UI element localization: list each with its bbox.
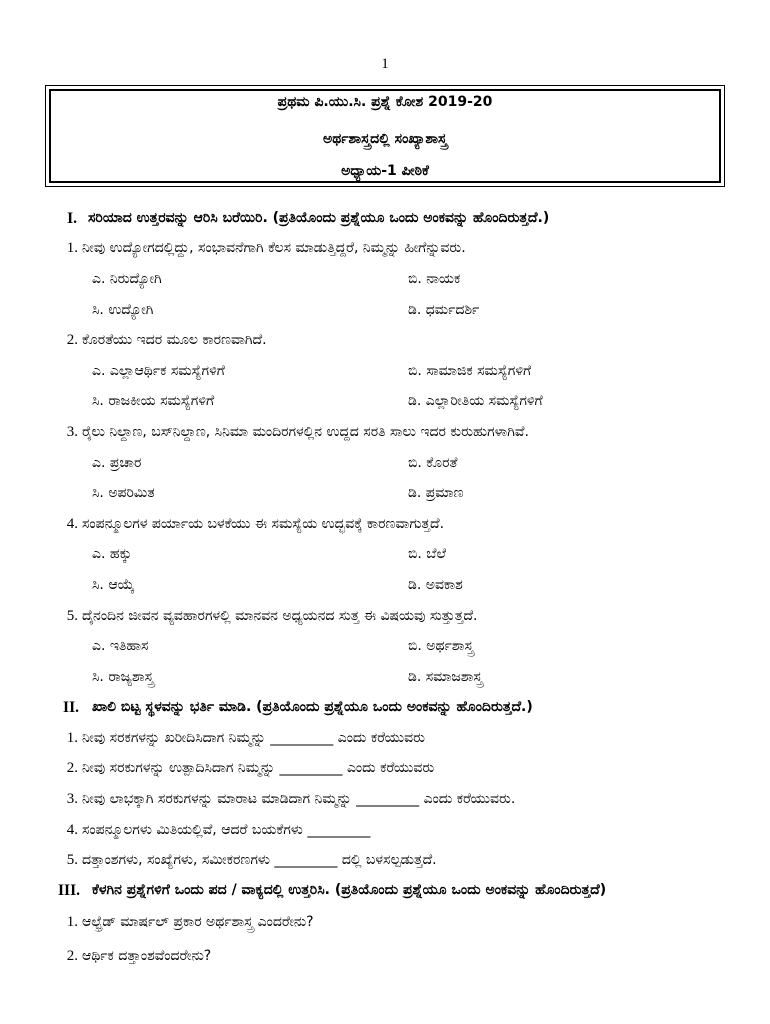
short-answer-1	[0, 907, 770, 938]
question-number: 4.	[66, 821, 78, 838]
question-text: ಆರ್ಥಿಕ ದತ್ತಾಂಶವೆಂದರೇನು?	[82, 948, 212, 965]
option-c: ಸಿ. ರಾಜ್ಯಶಾಸ್ತ್ರ	[92, 668, 154, 685]
options-row	[0, 540, 770, 571]
option-d: ಡಿ. ಅವಕಾಶ	[408, 576, 463, 593]
question-text: ನೀವು ಲಾಭಕ್ಕಾಗಿ ಸರಕುಗಳನ್ನು ಮಾರಾಟ ಮಾಡಿದಾಗ ನಿಮ್ಮನ್ನು _________ ಎಂದು ಕರೆಯುವರು.	[82, 791, 516, 808]
title-box-inner-border	[49, 89, 721, 183]
options-row	[0, 662, 770, 693]
question-number: 2.	[66, 332, 78, 349]
page-number: 1	[381, 56, 389, 72]
option-a: ಎ. ನಿರುದ್ಯೋಗಿ	[92, 270, 162, 287]
section-heading-1	[0, 203, 770, 234]
options-row	[0, 631, 770, 662]
question-4	[0, 509, 770, 540]
question-number: 4.	[66, 515, 78, 532]
question-3	[0, 417, 770, 448]
question-number: 5.	[66, 852, 78, 869]
option-b: ಬಿ. ಸಾಮಾಜಿಕ ಸಮಸ್ಯೆಗಳಿಗೆ	[408, 362, 532, 379]
option-d: ಡಿ. ಎಲ್ಲಾರೀತಿಯ ಸಮಸ್ಯೆಗಳಿಗೆ	[408, 393, 543, 410]
fill-blank-4	[0, 815, 770, 846]
section-numeral: I.	[67, 209, 77, 227]
options-row	[0, 448, 770, 479]
fill-blank-2	[0, 754, 770, 785]
question-number: 5.	[66, 607, 78, 624]
section-title: ಕೆಳಗಿನ ಪ್ರಶ್ನೆಗಳಿಗೆ ಒಂದು ಪದ / ವಾಕ್ಯದಲ್ಲಿ ಉತ್ತರಿಸಿ. (ಪ್ರತಿಯೊಂದು ಪ್ರಶ್ನೆಯೂ ಒಂದು ಅಂಕವನ್ನು ಹೊಂದಿರುತ್ತದೆ)	[92, 882, 607, 899]
fill-blank-5	[0, 845, 770, 876]
section-heading-3	[0, 880, 770, 901]
title-box	[45, 85, 725, 187]
fill-blank-1	[0, 723, 770, 754]
title-line-chapter: ಅಧ್ಯಾಯ-1 ಪೀಠಿಕೆ	[341, 163, 429, 179]
option-a: ಎ. ಇತಿಹಾಸ	[92, 638, 149, 655]
section-numeral: II.	[63, 699, 79, 717]
option-d: ಡಿ. ಸಮಾಜಶಾಸ್ತ್ರ	[408, 668, 483, 685]
option-d: ಡಿ. ಧರ್ಮದರ್ಶಿ	[408, 301, 480, 318]
question-1	[0, 234, 770, 265]
section-heading-2	[0, 693, 770, 724]
short-answer-2	[0, 942, 770, 973]
question-text: ಆಲ್ಫ್ರೆಡ್ ಮಾರ್ಷಲ್ ಪ್ರಕಾರ ಅರ್ಥಶಾಸ್ತ್ರ ಎಂದರೇನು?	[82, 913, 314, 930]
question-text: ಸಂಪನ್ಮೂಲಗಳು ಮಿತಿಯಲ್ಲಿವೆ, ಆದರೆ ಬಯಕೆಗಳು _________	[82, 821, 371, 838]
section-numeral: III.	[58, 882, 80, 900]
options-row	[0, 356, 770, 387]
section-title: ಸರಿಯಾದ ಉತ್ತರವನ್ನು ಆರಿಸಿ ಬರೆಯಿರಿ. (ಪ್ರತಿಯೊಂದು ಪ್ರಶ್ನೆಯೂ ಒಂದು ಅಂಕವನ್ನು ಹೊಂದಿರುತ್ತದೆ.)	[88, 209, 550, 226]
question-5	[0, 601, 770, 632]
question-text: ಸಂಪನ್ಮೂಲಗಳ ಪರ್ಯಾಯ ಬಳಕೆಯು ಈ ಸಮಸ್ಯೆಯ ಉದ್ಭವಕ್ಕೆ ಕಾರಣವಾಗುತ್ತದೆ.	[82, 515, 445, 532]
fill-blank-3	[0, 784, 770, 815]
question-2	[0, 325, 770, 356]
question-text: ಕೊರತೆಯು ಇದರ ಮೂಲ ಕಾರಣವಾಗಿದೆ.	[82, 332, 267, 349]
option-a: ಎ. ಹಕ್ಕು	[92, 546, 132, 563]
options-row	[0, 478, 770, 509]
question-number: 2.	[66, 760, 78, 777]
question-number: 1.	[66, 913, 78, 930]
question-text: ನೀವು ಸರಕುಗಳನ್ನು ಉತ್ಪಾದಿಸಿದಾಗ ನಿಮ್ಮನ್ನು _________ ಎಂದು ಕರೆಯುವರು	[82, 760, 435, 777]
option-a: ಎ. ಪ್ರಚಾರ	[92, 454, 142, 471]
option-b: ಬಿ. ನಾಯಕ	[408, 270, 461, 287]
option-d: ಡಿ. ಪ್ರಮಾಣ	[408, 485, 464, 502]
question-text: ನೀವು ಸರಕಗಳನ್ನು ಖರೀದಿಸಿದಾಗ ನಿಮ್ಮನ್ನು _________ ಎಂದು ಕರೆಯುವರು	[82, 729, 425, 746]
section-title: ಖಾಲಿ ಬಿಟ್ಟ ಸ್ಥಳವನ್ನು ಭರ್ತಿ ಮಾಡಿ. (ಪ್ರತಿಯೊಂದು ಪ್ರಶ್ನೆಯೂ ಒಂದು ಅಂಕವನ್ನು ಹೊಂದಿರುತ್ತದೆ.)	[92, 699, 533, 716]
question-text: ದತ್ತಾಂಶಗಳು, ಸಂಖ್ಯೆಗಳು, ಸಮೀಕರಣಗಳು _________ ದಲ್ಲಿ ಬಳಸಲ್ಪಡುತ್ತದೆ.	[82, 852, 437, 869]
options-row	[0, 295, 770, 326]
title-line-course: ಪ್ರಥಮ ಪಿ.ಯು.ಸಿ. ಪ್ರಶ್ನೆ ಕೋಶ 2019-20	[277, 94, 493, 110]
options-row	[0, 387, 770, 418]
options-row	[0, 570, 770, 601]
question-text: ನೀವು ಉದ್ಯೋಗದಲ್ಲಿದ್ದು, ಸಂಭಾವನೆಗಾಗಿ ಕೆಲಸ ಮಾಡುತ್ತಿದ್ದರೆ, ನಿಮ್ಮನ್ನು ಹೀಗೆನ್ನುವರು.	[82, 240, 466, 257]
question-number: 1.	[66, 729, 78, 746]
option-c: ಸಿ. ರಾಜಕೀಯ ಸಮಸ್ಯೆಗಳಿಗೆ	[92, 393, 215, 410]
question-number: 3.	[66, 423, 78, 440]
option-c: ಸಿ. ಆಯ್ಕೆ	[92, 576, 135, 593]
question-paper-body	[0, 203, 770, 972]
option-c: ಸಿ. ಉದ್ಯೋಗಿ	[92, 301, 154, 318]
option-b: ಬಿ. ಅರ್ಥಶಾಸ್ತ್ರ	[408, 638, 474, 655]
title-line-subject: ಅರ್ಥಶಾಸ್ತ್ರದಲ್ಲಿ ಸಂಖ್ಯಾಶಾಸ್ತ್ರ	[322, 131, 448, 147]
question-number: 3.	[66, 791, 78, 808]
option-c: ಸಿ. ಅಪರಿಮಿತ	[92, 485, 155, 502]
question-text: ರೈಲು ನಿಲ್ದಾಣ, ಬಸ್‌ನಿಲ್ದಾಣ, ಸಿನಿಮಾ ಮಂದಿರಗಳಲ್ಲಿನ ಉದ್ದದ ಸರತಿ ಸಾಲು ಇದರ ಕುರುಹುಗಳಾಗಿವೆ.	[82, 423, 529, 440]
option-b: ಬಿ. ಬೆಲೆ	[408, 546, 447, 563]
options-row	[0, 264, 770, 295]
question-number: 2.	[66, 948, 78, 965]
question-text: ದೈನಂದಿನ ಜೀವನ ವ್ಯವಹಾರಗಳಲ್ಲಿ ಮಾನವನ ಅಧ್ಯಯನದ ಸುತ್ತ ಈ ವಿಷಯವು ಸುತ್ತುತ್ತದೆ.	[82, 607, 478, 624]
question-number: 1.	[66, 240, 78, 257]
option-a: ಎ. ಎಲ್ಲಾಆರ್ಥಿಕ ಸಮಸ್ಯೆಗಳಿಗೆ	[92, 362, 225, 379]
option-b: ಬಿ. ಕೊರತೆ	[408, 454, 458, 471]
